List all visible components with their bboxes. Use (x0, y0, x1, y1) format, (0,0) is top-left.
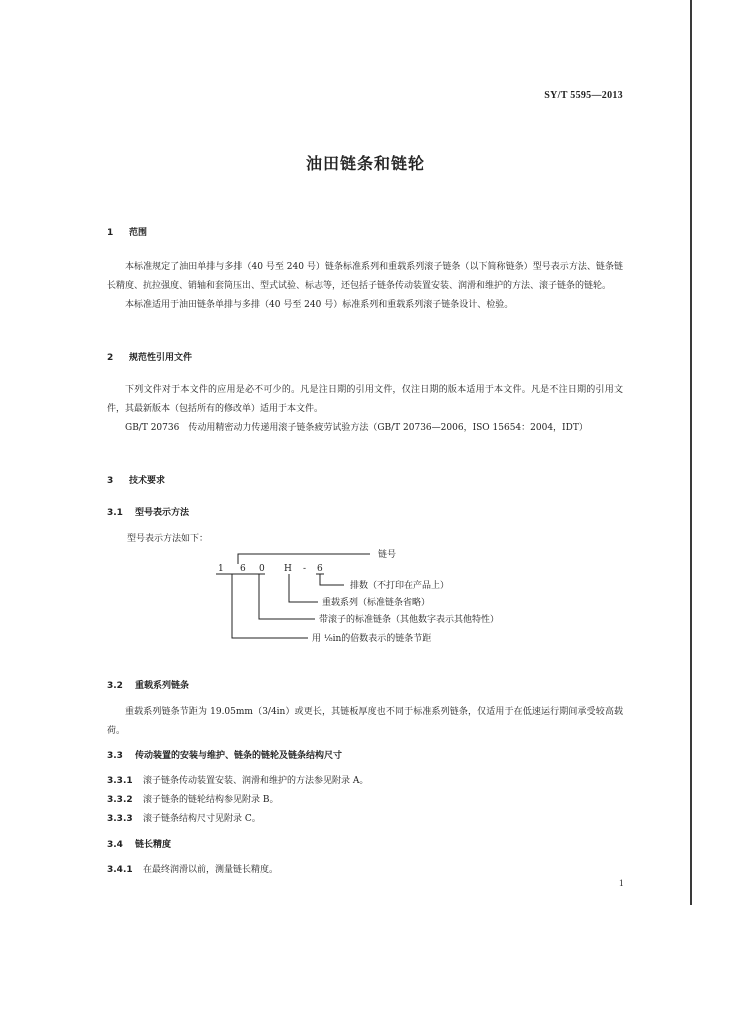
section-2-paragraph-2: GB/T 20736 传动用精密动力传递用滚子链条疲劳试验方法（GB/T 20736—2006，ISO 15654：2004，IDT） (125, 423, 588, 433)
section-1-body (107, 258, 623, 315)
item-3-3-2-number: 3.3.2 (107, 795, 133, 805)
code-char-5: - (303, 564, 307, 574)
section-1-title: 范围 (129, 228, 148, 238)
section-3-2-paragraph-1: 重载系列链条节距为 19.05mm（3/4in）或更长，其链板厚度也不同于标准系列链条，仅适用于在低速运行期间承受较高载荷。 (107, 707, 623, 736)
section-1-paragraph-1: 本标准规定了油田单排与多排（40 号至 240 号）链条标准系列和重载系列滚子链条（以下简称链条）型号表示方法、链条链长精度、抗拉强度、销轴和套筒压出、型式试验、标志等，还包括子链条传动装置安装、润滑和维护的方法、滚子链条的链轮。 (107, 262, 623, 291)
code-char-6: 6 (317, 564, 323, 574)
label-chain-number: 链号 (378, 550, 397, 560)
section-3-2-title: 重载系列链条 (135, 681, 190, 691)
section-3-2-number: 3.2 (107, 681, 123, 691)
item-3-3-1-number: 3.3.1 (107, 776, 133, 786)
leader-heavy-series (289, 574, 318, 602)
code-char-2: 6 (240, 564, 246, 574)
label-roller-chain: 带滚子的标准链条（其他数字表示其他特性） (319, 615, 500, 625)
item-3-3-1 (107, 773, 368, 786)
label-pitch: 用 ¹⁄₈in的倍数表示的链条节距 (312, 634, 432, 644)
section-3-3-title: 传动装置的安装与维护、链条的链轮及链条结构尺寸 (135, 751, 343, 761)
document-title: 油田链条和链轮 (305, 154, 425, 173)
section-3-3-number: 3.3 (107, 751, 123, 761)
section-3-title: 技术要求 (129, 476, 166, 486)
item-3-3-2-text: 滚子链条的链轮结构参见附录 B。 (143, 795, 279, 805)
section-3-number: 3 (107, 476, 114, 486)
item-3-3-3-number: 3.3.3 (107, 814, 133, 824)
code-char-1: 1 (218, 564, 224, 574)
code-char-3: 0 (259, 564, 265, 574)
section-1-heading (107, 225, 147, 238)
leader-roller-chain (259, 574, 315, 619)
section-3-1-title: 型号表示方法 (135, 508, 190, 518)
section-3-2-body (107, 703, 623, 741)
item-3-3-3-text: 滚子链条结构尺寸见附录 C。 (143, 814, 261, 824)
page-number: 1 (619, 878, 624, 888)
leader-pitch (232, 574, 308, 638)
section-2-paragraph-1: 下列文件对于本文件的应用是必不可少的。凡是注日期的引用文件，仅注日期的版本适用于本文件。凡是不注日期的引用文件，其最新版本（包括所有的修改单）适用于本文件。 (107, 385, 623, 414)
section-3-4-number: 3.4 (107, 840, 123, 850)
section-3-4-heading (107, 837, 171, 850)
section-1-number: 1 (107, 228, 114, 238)
section-2-title: 规范性引用文件 (129, 353, 193, 363)
section-3-heading (107, 473, 165, 486)
label-heavy-series: 重载系列（标准链条省略） (322, 598, 431, 608)
standard-number: SY/T 5595—2013 (544, 90, 623, 101)
item-3-3-1-text: 滚子链条传动装置安装、润滑和维护的方法参见附录 A。 (143, 776, 369, 786)
section-3-1-heading (107, 505, 189, 518)
item-3-3-2 (107, 792, 278, 805)
item-3-4-1 (107, 862, 278, 875)
item-3-4-1-number: 3.4.1 (107, 865, 133, 875)
code-char-4: H (284, 564, 292, 574)
section-1-paragraph-2: 本标准适用于油田链条单排与多排（40 号至 240 号）标准系列和重载系列滚子链条设计、检验。 (125, 300, 514, 310)
section-3-1-intro: 型号表示方法如下： (127, 534, 209, 544)
item-3-4-1-text: 在最终润滑以前，测量链长精度。 (143, 865, 279, 875)
item-3-3-3 (107, 811, 261, 824)
section-3-3-heading (107, 748, 342, 761)
model-designation-diagram (200, 546, 520, 656)
section-2-heading (107, 350, 192, 363)
section-3-2-heading (107, 678, 189, 691)
section-3-4-title: 链长精度 (135, 840, 172, 850)
bracket-chain-number (238, 554, 370, 564)
scan-edge-line (690, 0, 692, 905)
section-2-body (107, 381, 623, 438)
label-rows: 排数（不打印在产品上） (350, 581, 450, 591)
section-3-1-number: 3.1 (107, 508, 123, 518)
leader-rows (320, 574, 344, 585)
section-2-number: 2 (107, 353, 114, 363)
